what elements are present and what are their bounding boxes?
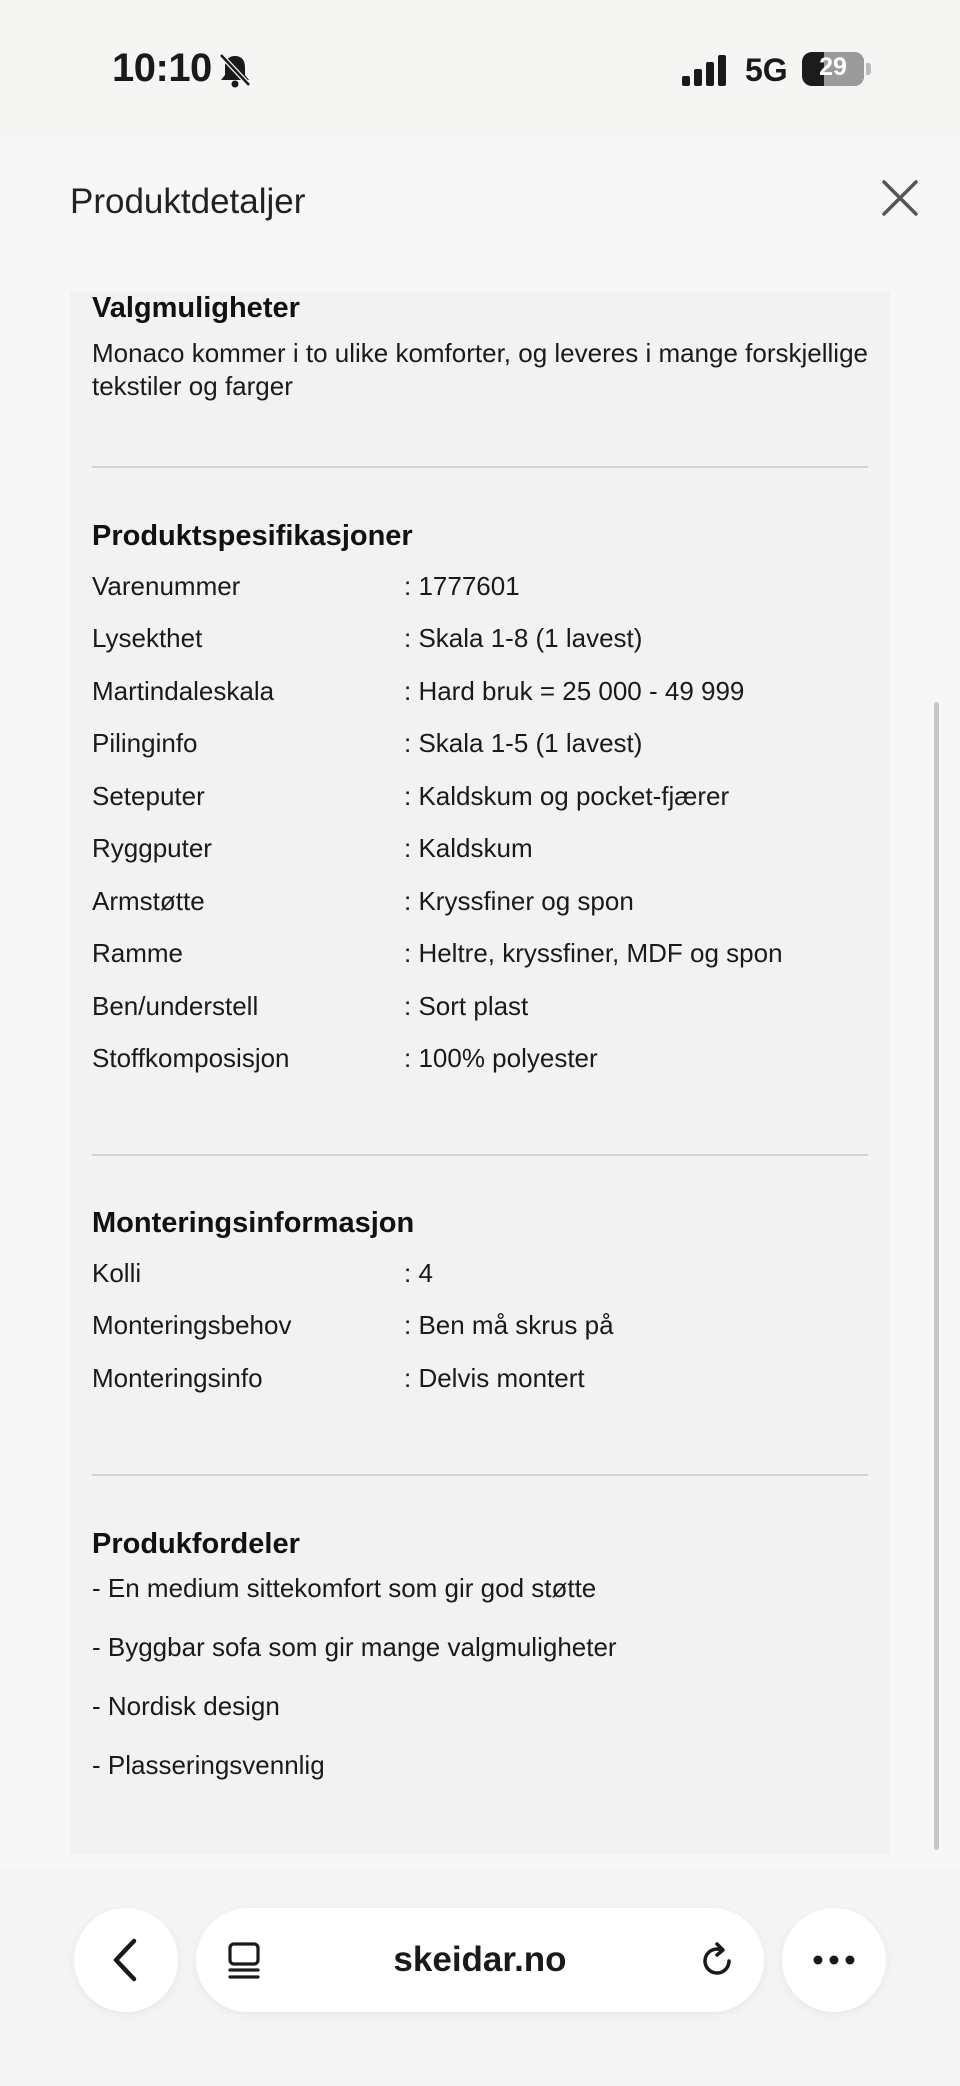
spec-value: : Sort plast	[404, 991, 529, 1021]
spec-row	[92, 938, 868, 978]
assembly-heading: Monteringsinformasjon	[92, 1207, 415, 1239]
network-label: 5G	[745, 52, 788, 88]
spec-value: : Hard bruk = 25 000 - 49 999	[404, 676, 745, 706]
spec-value: : Heltre, kryssfiner, MDF og spon	[404, 938, 783, 968]
battery-icon	[802, 52, 864, 86]
reload-icon[interactable]	[696, 1940, 738, 1982]
spec-row	[92, 571, 868, 611]
spec-key: Lysekthet	[92, 623, 203, 653]
spec-row	[92, 623, 868, 663]
chevron-left-icon	[74, 1908, 178, 2012]
scrollbar[interactable]	[934, 702, 939, 1850]
spec-row	[92, 676, 868, 716]
benefits-heading: Produkfordeler	[92, 1528, 300, 1560]
specs-heading: Produktspesifikasjoner	[92, 520, 413, 552]
benefit-item: - Plasseringsvennlig	[92, 1750, 325, 1780]
divider	[92, 466, 868, 468]
battery-cap	[866, 63, 871, 75]
benefits-section	[92, 1528, 868, 1813]
modal-title: Produktdetaljer	[70, 182, 306, 221]
spec-key: Ryggputer	[92, 833, 212, 863]
assembly-value: : Ben må skrus på	[404, 1310, 614, 1340]
benefit-item: - Byggbar sofa som gir mange valgmuligheter	[92, 1632, 617, 1662]
options-heading: Valgmuligheter	[92, 292, 300, 324]
close-icon	[874, 172, 926, 224]
spec-key: Armstøtte	[92, 886, 205, 916]
spec-value: : Kaldskum og pocket-fjærer	[404, 781, 730, 811]
options-section	[92, 292, 868, 403]
more-button[interactable]	[782, 1908, 886, 2012]
spec-key: Seteputer	[92, 781, 205, 811]
spec-value: : Kryssfiner og spon	[404, 886, 634, 916]
spec-value: : Skala 1-8 (1 lavest)	[404, 623, 643, 653]
spec-key: Pilinginfo	[92, 728, 198, 758]
signal-icon	[680, 54, 730, 86]
benefit-item: - Nordisk design	[92, 1691, 280, 1721]
benefit-item: - En medium sittekomfort som gir god støtte	[92, 1573, 597, 1603]
spec-row	[92, 991, 868, 1031]
options-text: Monaco kommer i to ulike komforter, og leveres i mange forskjellige tekstiler og farger	[92, 338, 868, 401]
spec-key: Varenummer	[92, 571, 241, 601]
assembly-key: Kolli	[92, 1258, 142, 1288]
spec-key: Martindaleskala	[92, 676, 275, 706]
status-time: 10:10	[112, 46, 212, 90]
assembly-section	[92, 1207, 868, 1408]
specs-list	[92, 571, 868, 1073]
spec-row	[92, 1043, 868, 1083]
assembly-key: Monteringsinfo	[92, 1363, 263, 1393]
spec-key: Ben/understell	[92, 991, 259, 1021]
spec-value: : Skala 1-5 (1 lavest)	[404, 728, 643, 758]
assembly-value: : Delvis montert	[404, 1363, 585, 1393]
spec-row	[92, 833, 868, 873]
close-button[interactable]	[874, 172, 926, 224]
bell-slash-icon	[218, 52, 252, 88]
assembly-row	[92, 1310, 868, 1350]
battery-level: 29	[819, 53, 847, 81]
spec-value: : Kaldskum	[404, 833, 533, 863]
benefits-list	[92, 1573, 868, 1813]
spec-row	[92, 728, 868, 768]
specs-section	[92, 520, 868, 1073]
assembly-row	[92, 1363, 868, 1403]
assembly-key: Monteringsbehov	[92, 1310, 292, 1340]
spec-value: : 1777601	[404, 571, 520, 601]
url-bar[interactable]	[196, 1908, 764, 2012]
product-details-panel	[70, 292, 890, 1854]
status-bar	[0, 0, 960, 136]
back-button[interactable]	[74, 1908, 178, 2012]
divider	[92, 1154, 868, 1156]
divider	[92, 1474, 868, 1476]
spec-row	[92, 886, 868, 926]
assembly-row	[92, 1258, 868, 1298]
url-text[interactable]: skeidar.no	[393, 1940, 567, 1979]
spec-key: Stoffkomposisjon	[92, 1043, 290, 1073]
spec-key: Ramme	[92, 938, 184, 968]
more-icon	[782, 1908, 886, 2012]
assembly-list	[92, 1258, 868, 1408]
spec-value: : 100% polyester	[404, 1043, 598, 1073]
spec-row	[92, 781, 868, 821]
assembly-value: : 4	[404, 1258, 433, 1288]
